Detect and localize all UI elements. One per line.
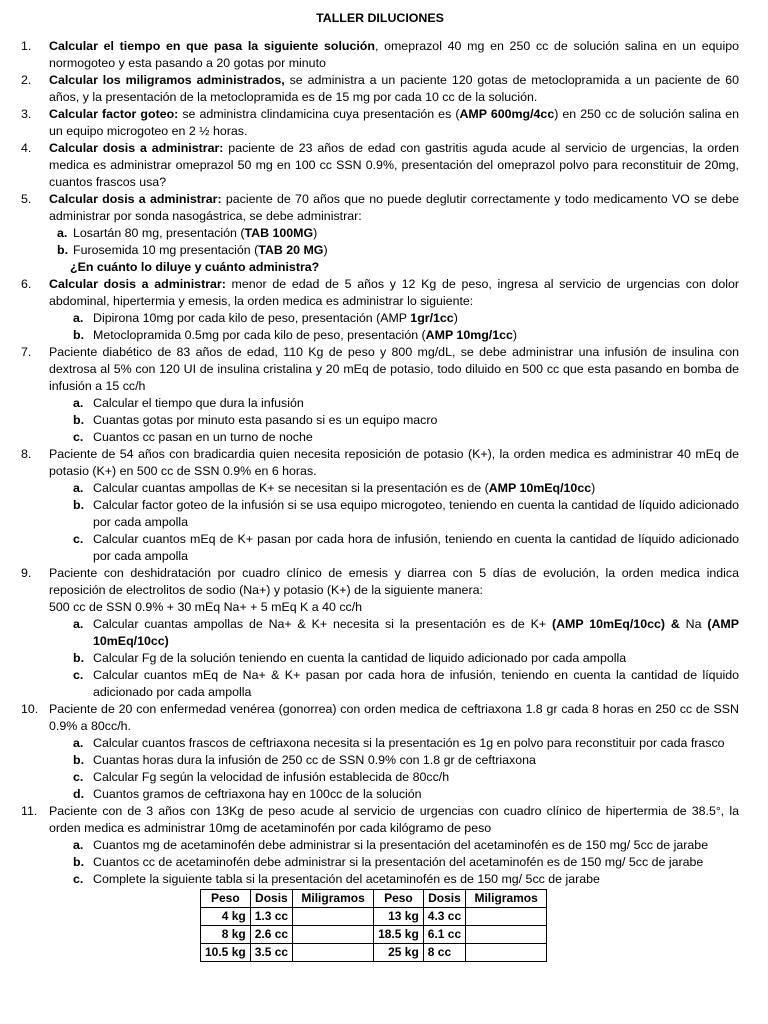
sub-bold: TAB 100MG (244, 226, 314, 240)
sub-letter: c. (73, 770, 84, 784)
sub-bold: 1gr/1cc (410, 311, 454, 325)
sub-item (21, 650, 739, 667)
sub-letter: a. (73, 396, 84, 410)
item-heading: Calcular los miligramos administrados, (49, 73, 285, 87)
item-text: se administra a un paciente 120 gotas de metoclopramida a un paciente de 60 años, y la presentación de la metoclopramida es de 15 mg por cada 10 cc de la solución. (49, 73, 739, 104)
table-cell-dosis: 3.5 cc (250, 944, 292, 962)
sub-item (21, 667, 739, 701)
item-text: Paciente con de 3 años con 13Kg de peso acude al servicio de urgencias con cuadro clínico de hipertermia de 38.5°, la orden medica es administrar 10mg de acetaminofén por cada kilógramo de peso (49, 804, 739, 835)
item-heading: Calcular el tiempo en que pasa la siguiente solución (49, 39, 375, 53)
sub-text: Losartán 80 mg, presentación ( (73, 226, 245, 240)
sub-item (21, 769, 739, 786)
table-cell-peso: 10.5 kg (201, 944, 251, 962)
item-number: 6. (21, 277, 32, 291)
sub-letter: b. (73, 753, 85, 767)
sub-item (21, 616, 739, 650)
sub-text: Cuantas gotas por minuto esta pasando si es un equipo macro (93, 413, 438, 427)
item-number: 2. (21, 73, 32, 87)
sub-text: Cuantas horas dura la infusión de 250 cc de SSN 0.9% con 1.8 gr de ceftriaxona (93, 753, 536, 767)
sub-text: Calcular Fg de la solución teniendo en cuenta la cantidad de liquido adicionado por cada ampolla (93, 651, 627, 665)
sub-item (21, 837, 739, 854)
exercise-8 (21, 446, 739, 480)
sub-text: Metoclopramida 0.5mg por cada kilo de peso, presentación ( (93, 328, 426, 342)
column-header-dosis: Dosis (423, 890, 465, 908)
table-cell-dosis: 4.3 cc (423, 908, 465, 926)
table-cell-miligramos (293, 926, 374, 944)
sub-letter: b. (73, 498, 85, 512)
item-number: 11. (21, 804, 38, 818)
item-text: paciente de 23 años de edad con gastritis aguda acude al servicio de urgencias, la orden medica es administrar omeprazol 50 mg en 100 cc SSN 0.9%, presentación del omeprazol polvo para reconstituir de 20mg, cuantos frascos usa? (49, 141, 739, 189)
sub-text: Furosemida 10 mg presentación ( (73, 243, 259, 257)
table-cell-miligramos (293, 944, 374, 962)
sub-item (21, 310, 739, 327)
item-number: 7. (21, 345, 32, 359)
table-cell-peso: 18.5 kg (374, 926, 424, 944)
sub-letter: a. (73, 838, 84, 852)
sub-text-end: ) (512, 328, 518, 342)
sub-text-end: Na (685, 617, 708, 631)
table-cell-dosis: 1.3 cc (250, 908, 292, 926)
column-header-peso: Peso (201, 890, 251, 908)
sub-letter: c. (73, 430, 84, 444)
item-text: menor de edad de 5 años y 12 Kg de peso, ingresa al servicio de urgencias con dolor abdominal, hipertermia y emesis, la orden medica es administrar lo siguiente: (49, 277, 739, 308)
sub-bold: AMP 10mg/1cc (425, 328, 513, 342)
sub-text: Cuantos cc pasan en un turno de noche (93, 430, 313, 444)
sub-text: Calcular cuantos mEq de Na+ & K+ pasan por cada hora de infusión, teniendo en cuenta la cantidad de líquido adicionado por cada ampolla (93, 668, 739, 699)
sub-item (21, 752, 739, 769)
exercise-1 (21, 38, 739, 72)
table-cell-peso: 13 kg (374, 908, 424, 926)
exercise-2 (21, 72, 739, 106)
table-cell-dosis: 8 cc (423, 944, 465, 962)
sub-letter: a. (73, 617, 84, 631)
item-text: se administra clindamicina cuya presentación es ( (178, 107, 460, 121)
sub-bold: (AMP 10mEq/10cc) & (551, 617, 686, 631)
sub-letter: b. (73, 651, 85, 665)
table-cell-peso: 8 kg (201, 926, 251, 944)
exercise-4 (21, 140, 739, 191)
sub-text-end: ) (453, 311, 458, 325)
exercise-11 (21, 803, 739, 837)
page-title: TALLER DILUCIONES (316, 11, 444, 25)
item-text: Paciente diabético de 83 años de edad, 110 Kg de peso y 800 mg/dL, se debe administrar una infusión de insulina con dextrosa al 5% con 120 UI de insulina cristalina y 20 mEq de potasio, todo diluido en 500 cc que esta pasando en bomba de infusión a 15 cc/h (49, 345, 739, 393)
sub-text: Calcular Fg según la velocidad de infusión establecida de 80cc/h (93, 770, 450, 784)
sub-letter: b. (73, 328, 85, 342)
item-number: 5. (21, 192, 32, 206)
column-header-peso: Peso (374, 890, 424, 908)
item-text: Paciente de 20 con enfermedad venérea (gonorrea) con orden medica de ceftriaxona 1.8 gr cada 8 horas en 250 cc de SSN 0.9% a 80cc/h. (49, 702, 739, 733)
sub-item (21, 225, 739, 242)
sub-item (21, 412, 739, 429)
item-heading: Calcular factor goteo: (49, 107, 179, 121)
sub-letter: a. (73, 311, 84, 325)
sub-item (21, 854, 739, 871)
document (21, 10, 739, 962)
sub-question: ¿En cuánto lo diluye y cuánto administra? (70, 260, 320, 274)
sub-item (21, 497, 739, 531)
sub-bold: (AMP 10mEq/10cc) (93, 617, 739, 648)
sub-text-end: ) (591, 481, 596, 495)
sub-text-end: ) (313, 226, 318, 240)
item-number: 10. (21, 702, 39, 716)
sub-text-end: ) (323, 243, 328, 257)
item-text: Paciente de 54 años con bradicardia quien necesita reposición de potasio (K+), la orden medica es administrar 40 mEq de potasio (K+) en 500 cc de SSN 0.9% en 6 horas. (49, 447, 739, 478)
table-row (201, 944, 547, 962)
item-heading: Calcular dosis a administrar: (49, 141, 224, 155)
table-row (201, 926, 547, 944)
sub-text: Cuantos gramos de ceftriaxona hay en 100cc de la solución (93, 787, 422, 801)
sub-bold: AMP 10mEq/10cc (488, 481, 592, 495)
sub-letter: a. (73, 481, 84, 495)
sub-text: Complete la siguiente tabla si la presentación del acetaminofén es de 150 mg/ 5cc de jarabe (93, 872, 600, 886)
sub-item (21, 786, 739, 803)
sub-letter: b. (57, 243, 69, 257)
column-header-dosis: Dosis (250, 890, 292, 908)
exercise-3 (21, 106, 739, 140)
exercise-5 (21, 191, 739, 225)
sub-bold: TAB 20 MG (258, 243, 324, 257)
sub-item (21, 531, 739, 565)
table-cell-miligramos (293, 908, 374, 926)
table-cell-miligramos (466, 926, 547, 944)
sub-text: Dipirona 10mg por cada kilo de peso, presentación (AMP (93, 311, 411, 325)
dosage-table (200, 889, 547, 962)
item-text: paciente de 70 años que no puede deglutir correctamente y todo medicamento VO se debe administrar por sonda nasogástrica, se debe administrar: (49, 192, 739, 223)
sub-letter: c. (73, 872, 84, 886)
exercise-7 (21, 344, 739, 395)
table-cell-peso: 4 kg (201, 908, 251, 926)
item-number: 1. (21, 39, 32, 53)
item-text: , omeprazol 40 mg en 250 cc de solución salina en un equipo normogoteo y esta pasando a 20 gotas por minuto (49, 39, 739, 70)
item-formula: 500 cc de SSN 0.9% + 30 mEq Na+ + 5 mEq K a 40 cc/h (49, 600, 363, 614)
item-number: 8. (21, 447, 32, 461)
sub-text: Calcular cuantas ampollas de Na+ & K+ necesita si la presentación es de K+ (93, 617, 552, 631)
sub-item (21, 871, 739, 888)
item-text: ) en 250 cc de solución salina en un equipo microgoteo en 2 ½ horas. (49, 107, 739, 138)
sub-text: Calcular cuantas ampollas de K+ se necesitan si la presentación es de ( (93, 481, 489, 495)
sub-letter: c. (73, 532, 84, 546)
table-row (201, 908, 547, 926)
item-heading: Calcular dosis a administrar: (49, 192, 222, 206)
sub-text: Calcular cuantos mEq de K+ pasan por cada hora de infusión, teniendo en cuenta la cantidad de líquido adicionado por cada ampolla (93, 532, 739, 563)
item-text: Paciente con deshidratación por cuadro clínico de emesis y diarrea con 5 días de evolución, la orden medica indica reposición de electrolitos de sodio (Na+) y potasio (K+) de la siguiente manera: (49, 566, 739, 597)
sub-item (21, 327, 739, 344)
sub-item (21, 429, 739, 446)
item-number: 9. (21, 566, 32, 580)
sub-item (21, 735, 739, 752)
sub-text: Calcular factor goteo de la infusión si se usa equipo microgoteo, teniendo en cuenta la cantidad de líquido adicionado por cada ampolla (93, 498, 739, 529)
column-header-miligramos: Miligramos (293, 890, 374, 908)
sub-text: Calcular cuantos frascos de ceftriaxona necesita si la presentación es 1g en polvo para reconstituir por cada frasco (93, 736, 725, 750)
sub-text: Cuantos mg de acetaminofén debe administrar si la presentación del acetaminofén es de 150 mg/ 5cc de jarabe (93, 838, 709, 852)
sub-text: Cuantos cc de acetaminofén debe administrar si la presentación del acetaminofén es de 150 mg/ 5cc de jarabe (93, 855, 704, 869)
sub-letter: b. (73, 413, 85, 427)
table-cell-peso: 25 kg (374, 944, 424, 962)
exercise-10 (21, 701, 739, 735)
sub-letter: c. (73, 668, 84, 682)
table-cell-miligramos (466, 944, 547, 962)
sub-letter: b. (73, 855, 85, 869)
table-cell-dosis: 2.6 cc (250, 926, 292, 944)
sub-letter: d. (73, 787, 85, 801)
sub-item (21, 395, 739, 412)
exercise-6 (21, 276, 739, 310)
exercise-9 (21, 565, 739, 599)
table-header-row (201, 890, 547, 908)
column-header-miligramos: Miligramos (466, 890, 547, 908)
sub-item (21, 480, 739, 497)
item-number: 4. (21, 141, 32, 155)
sub-item (21, 242, 739, 259)
sub-text: Calcular el tiempo que dura la infusión (93, 396, 304, 410)
sub-letter: a. (73, 736, 84, 750)
table-cell-miligramos (466, 908, 547, 926)
item-bold: AMP 600mg/4cc (459, 107, 555, 121)
sub-letter: a. (57, 226, 68, 240)
item-number: 3. (21, 107, 32, 121)
item-heading: Calcular dosis a administrar: (49, 277, 226, 291)
table-cell-dosis: 6.1 cc (423, 926, 465, 944)
